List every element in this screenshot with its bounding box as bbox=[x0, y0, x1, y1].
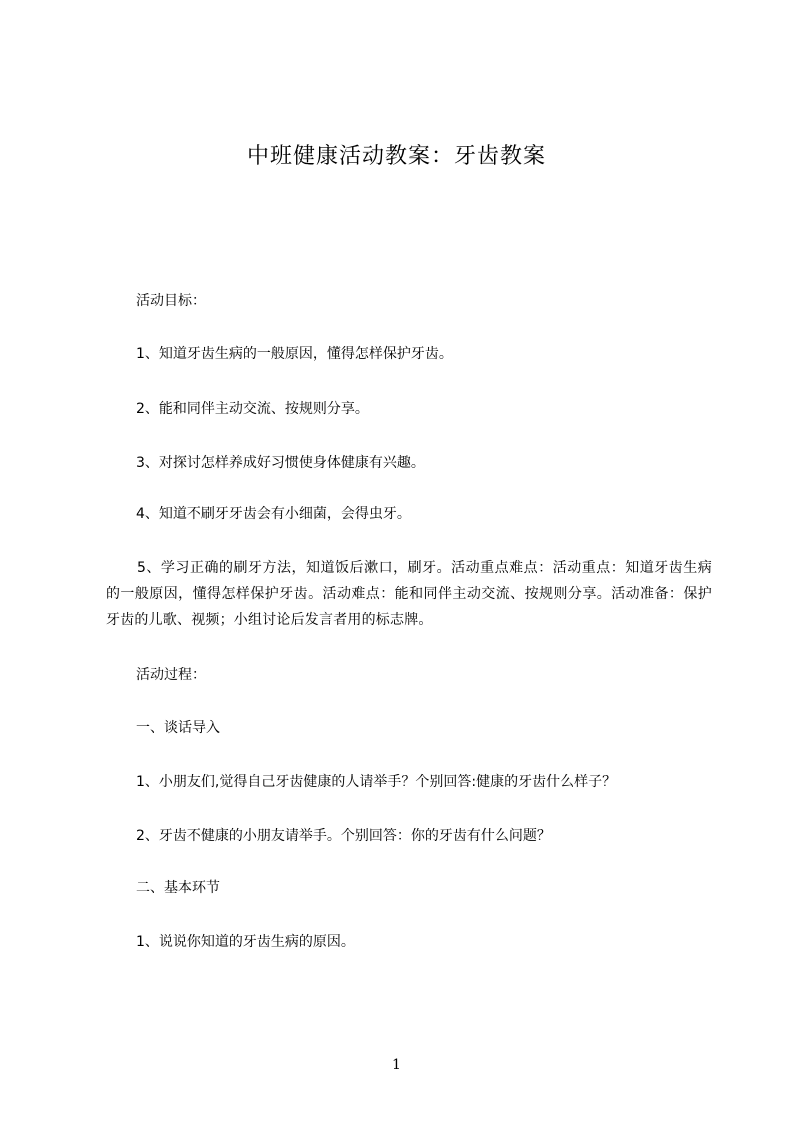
section-2-item-1: 1、说说你知道的牙齿生病的原因。 bbox=[136, 934, 355, 950]
goal-item-4: 4、知道不刷牙牙齿会有小细菌，会得虫牙。 bbox=[136, 506, 411, 522]
section-2-heading: 二、基本环节 bbox=[136, 880, 220, 896]
goals-heading: 活动目标： bbox=[136, 293, 206, 309]
section-1-heading: 一、谈话导入 bbox=[136, 720, 220, 736]
goal-item-3: 3、对探讨怎样养成好习惯使身体健康有兴趣。 bbox=[136, 455, 425, 471]
document-title: 中班健康活动教案：牙齿教案 bbox=[246, 144, 546, 169]
page-number: 1 bbox=[392, 1057, 401, 1073]
goal-item-1: 1、知道牙齿生病的一般原因，懂得怎样保护牙齿。 bbox=[136, 346, 453, 362]
goal-item-5-paragraph: 5、学习正确的刷牙方法，知道饭后漱口，刷牙。活动重点难点：活动重点：知道牙齿生病的一般原因，懂得怎样保护牙齿。活动难点：能和同伴主动交流、按规则分享。活动准备：保护牙齿的儿歌、视频；小组讨论后发言者用的标志牌。 bbox=[106, 560, 712, 628]
section-1-item-1: 1、小朋友们,觉得自己牙齿健康的人请举手？个别回答:健康的牙齿什么样子？ bbox=[136, 774, 617, 790]
goal-item-2: 2、能和同伴主动交流、按规则分享。 bbox=[136, 401, 369, 417]
section-1-item-2: 2、牙齿不健康的小朋友请举手。个别回答：你的牙齿有什么问题？ bbox=[136, 828, 551, 844]
process-heading: 活动过程： bbox=[136, 667, 206, 683]
